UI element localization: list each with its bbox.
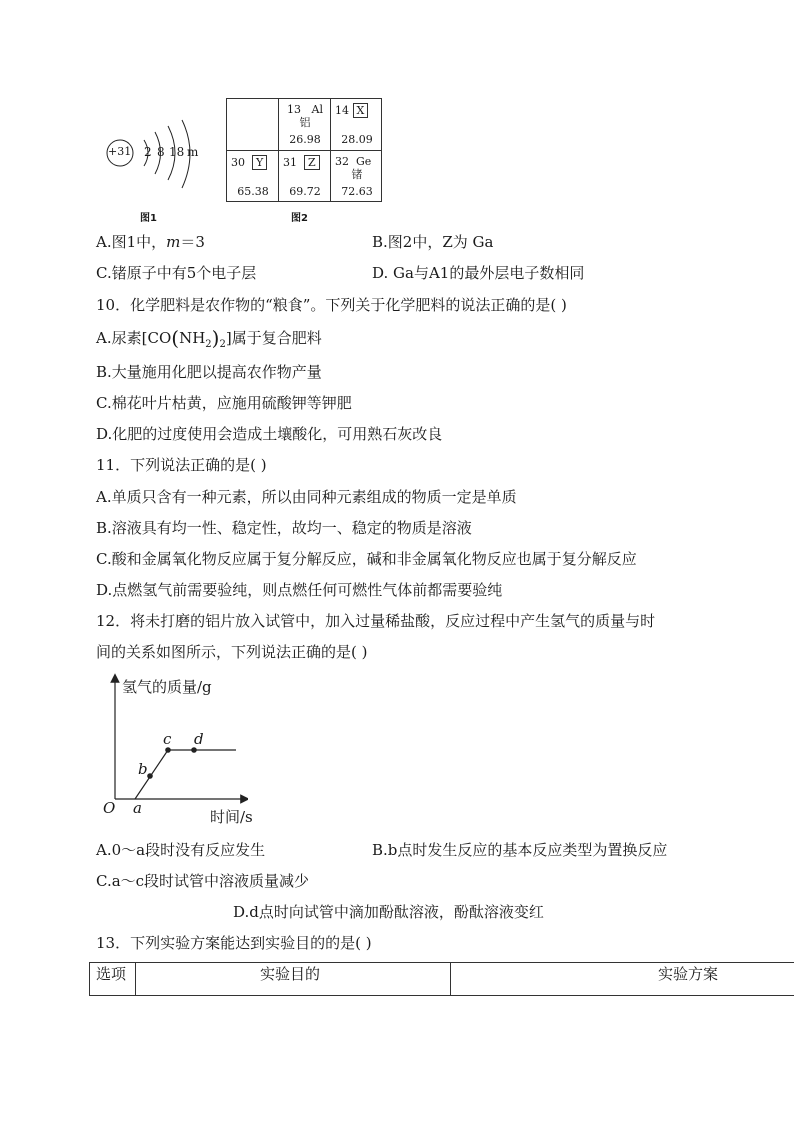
q11-option-b: B.溶液具有均一性、稳定性，故均一、稳定的物质是溶液 <box>96 519 472 537</box>
atomic-mass: 26.98 <box>289 133 321 146</box>
option-text: A.图1中， <box>96 233 167 251</box>
q9-option-d: D. Ga与A1的最外层电子数相同 <box>372 264 585 282</box>
table-divider <box>135 963 136 995</box>
subscript: 2 <box>219 339 226 350</box>
shell-count-1: 2 <box>144 145 152 159</box>
point-label-d: d <box>194 730 204 748</box>
q11-stem: 11．下列说法正确的是( ) <box>96 456 267 474</box>
q13-stem: 13．下列实验方案能达到实验目的的是( ) <box>96 934 372 952</box>
q10-stem: 10．化学肥料是农作物的“粮食”。下列关于化学肥料的说法正确的是( ) <box>96 296 567 314</box>
nucleus-charge: +31 <box>108 145 132 158</box>
point-label-c: c <box>163 730 172 748</box>
q12-stem-line-1: 12．将未打磨的铝片放入试管中，加入过量稀盐酸，反应过程中产生氢气的质量与时 <box>96 612 656 630</box>
figure-1-caption: 图1 <box>140 213 157 224</box>
experiment-table <box>89 962 794 996</box>
element-number-symbol <box>335 155 371 168</box>
subscript: 2 <box>205 339 212 350</box>
paren-open: ( <box>171 326 180 350</box>
formula-part: NH <box>179 329 206 347</box>
element-number-symbol <box>231 155 267 170</box>
q12-option-b: B.b点时发生反应的基本反应类型为置换反应 <box>372 841 668 859</box>
x-axis-label: 时间/s <box>210 808 253 826</box>
table-header-option: 选项 <box>96 965 127 983</box>
paren-close: ) <box>211 326 220 350</box>
point-d <box>191 747 197 753</box>
q12-stem-line-2: 间的关系如图所示，下列说法正确的是( ) <box>96 643 368 661</box>
table-divider <box>450 963 451 995</box>
element-number-symbol <box>287 103 323 116</box>
q11-option-c: C.酸和金属氧化物反应属于复分解反应，碱和非金属氧化物反应也属于复分解反应 <box>96 550 637 568</box>
element-cell-al <box>279 99 331 151</box>
q10-option-d: D.化肥的过度使用会造成土壤酸化，可用熟石灰改良 <box>96 425 443 443</box>
point-label-b: b <box>138 760 148 778</box>
atomic-mass: 72.63 <box>341 185 373 198</box>
point-b <box>147 773 153 779</box>
option-text: ＝3 <box>180 233 205 251</box>
atomic-number: 32 <box>335 155 349 168</box>
q10-option-a <box>96 328 322 355</box>
figure-2-caption: 图2 <box>291 213 308 224</box>
element-cell-y <box>227 151 279 203</box>
element-cell-ge <box>331 151 383 203</box>
atomic-number: 14 <box>335 104 349 117</box>
q10-option-b: B.大量施用化肥以提高农作物产量 <box>96 363 322 381</box>
option-text: 属于复合肥料 <box>231 329 322 347</box>
element-symbol-boxed: X <box>353 103 369 118</box>
origin-label: O <box>103 799 116 817</box>
option-text: A.尿素 <box>96 329 142 347</box>
element-name: 铝 <box>299 116 311 129</box>
atomic-mass: 28.09 <box>341 133 373 146</box>
urea-formula: $[CO(NH_2)_2]$ <box>141 326 232 350</box>
point-c <box>165 747 171 753</box>
formula-part: CO <box>147 329 172 347</box>
point-label-a: a <box>133 799 142 817</box>
q11-option-a: A.单质只含有一种元素，所以由同种元素组成的物质一定是单质 <box>96 488 517 506</box>
periodic-table-excerpt <box>226 98 382 202</box>
y-axis-label: 氢气的质量/g <box>122 678 212 696</box>
q9-option-b: B.图2中，Z为 Ga <box>372 233 494 251</box>
shell-count-4: m <box>187 145 199 159</box>
table-header-plan: 实验方案 <box>658 965 719 983</box>
atomic-number: 30 <box>231 156 245 169</box>
atom-structure-diagram <box>100 118 210 192</box>
atomic-number: 31 <box>283 156 297 169</box>
atomic-number: 13 <box>287 103 301 116</box>
element-symbol: Ge <box>356 155 372 168</box>
table-header-purpose: 实验目的 <box>260 965 321 983</box>
hydrogen-mass-chart <box>98 672 253 827</box>
element-name: 锗 <box>351 168 363 181</box>
element-symbol: Al <box>311 103 323 116</box>
element-symbol-boxed: Z <box>304 155 320 170</box>
q9-option-c: C.锗原子中有5个电子层 <box>96 264 257 282</box>
variable-m: m <box>166 233 181 251</box>
element-number-symbol <box>283 155 320 170</box>
q9-option-a <box>96 232 205 252</box>
q11-option-d: D.点燃氢气前需要验纯，则点燃任何可燃性气体前都需要验纯 <box>96 581 503 599</box>
q10-option-c: C.棉花叶片枯黄，应施用硫酸钾等钾肥 <box>96 394 352 412</box>
shell-count-2: 8 <box>157 145 165 159</box>
q12-option-a: A.0～a段时没有反应发生 <box>96 841 266 859</box>
atomic-mass: 69.72 <box>289 185 321 198</box>
atomic-mass: 65.38 <box>237 185 269 198</box>
shell-count-3: 18 <box>169 145 185 159</box>
element-number-symbol <box>335 103 368 118</box>
element-symbol-boxed: Y <box>252 155 267 170</box>
element-cell-x <box>331 99 383 151</box>
element-cell-z <box>279 151 331 203</box>
q12-option-c: C.a～c段时试管中溶液质量减少 <box>96 872 310 890</box>
q12-option-d: D.d点时向试管中滴加酚酞溶液，酚酞溶液变红 <box>233 903 544 921</box>
